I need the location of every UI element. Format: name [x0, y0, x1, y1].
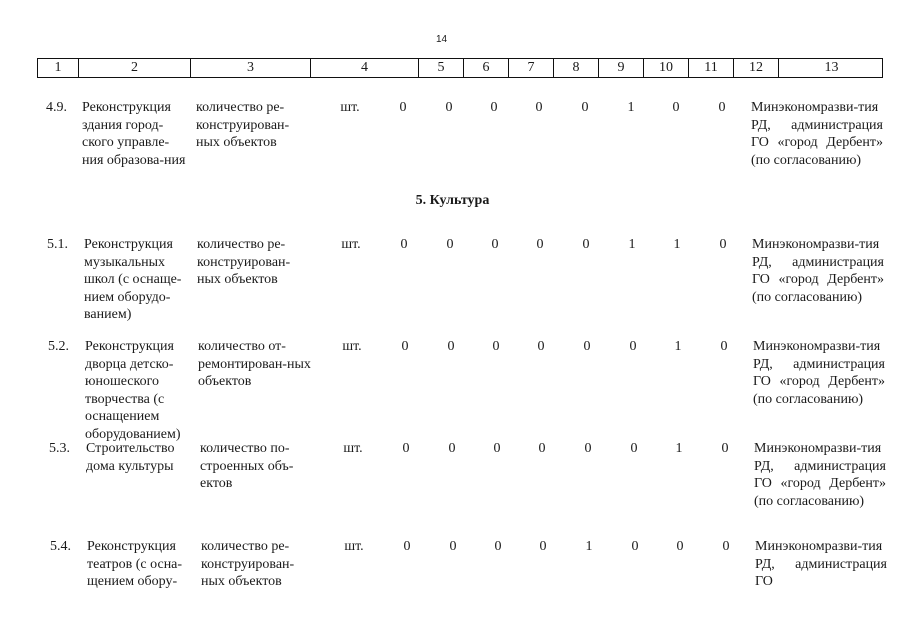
header-col-8: 8 — [553, 59, 598, 77]
row-value: 1 — [675, 441, 683, 456]
row-value: 0 — [722, 539, 730, 554]
row-value: 0 — [630, 441, 638, 456]
section-title: 5. Культура — [415, 193, 490, 208]
row-value: 0 — [493, 441, 501, 456]
row-value: 0 — [720, 339, 728, 354]
row-indicator: количество ре-конструирован-ных объектов — [197, 237, 291, 287]
row-unit: шт. — [344, 539, 364, 554]
row-indicator: количество ре-конструирован-ных объектов — [201, 539, 295, 589]
row-value: 0 — [583, 339, 591, 354]
row-value: 0 — [535, 100, 543, 115]
row-unit: шт. — [341, 237, 361, 252]
row-indicator: количество ре-конструирован-ных объектов — [196, 100, 290, 150]
row-value: 0 — [582, 237, 590, 252]
row-number: 5.1. — [47, 237, 68, 252]
header-col-3: 3 — [190, 59, 310, 77]
row-responsible: Минэкономразви-тия РД, администрация ГО «город Дербент» (по согласованию) — [753, 339, 885, 407]
row-value: 0 — [676, 539, 684, 554]
row-value: 0 — [491, 237, 499, 252]
row-number: 5.4. — [50, 539, 71, 554]
table-header — [37, 58, 883, 78]
row-value: 0 — [719, 237, 727, 252]
row-value: 1 — [673, 237, 681, 252]
header-col-1: 1 — [54, 60, 62, 75]
row-indicator: количество по-строенных объ-ектов — [200, 441, 294, 491]
row-responsible: Минэкономразви-тия РД, администрация ГО — [755, 539, 887, 589]
row-indicator: количество от-ремонтирован-ных объектов — [198, 339, 311, 389]
row-value: 1 — [628, 237, 636, 252]
row-number: 5.3. — [49, 441, 70, 456]
row-value: 0 — [401, 339, 409, 354]
page-number: 14 — [436, 34, 448, 45]
row-value: 0 — [581, 100, 589, 115]
row-value: 0 — [584, 441, 592, 456]
row-value: 0 — [447, 339, 455, 354]
header-col-11: 11 — [688, 59, 733, 77]
row-number: 5.2. — [48, 339, 69, 354]
header-col-10: 10 — [643, 59, 688, 77]
row-value: 0 — [672, 100, 680, 115]
row-unit: шт. — [340, 100, 360, 115]
row-value: 0 — [402, 441, 410, 456]
row-value: 0 — [629, 339, 637, 354]
row-value: 0 — [449, 539, 457, 554]
header-col-4: 4 — [310, 59, 418, 77]
row-value: 0 — [537, 339, 545, 354]
header-col-2: 2 — [78, 59, 190, 77]
row-responsible: Минэкономразви-тия РД, администрация ГО «город Дербент» (по согласованию) — [752, 237, 884, 305]
row-number: 4.9. — [46, 100, 67, 115]
header-col-12: 12 — [733, 59, 778, 77]
row-responsible: Минэкономразви-тия РД, администрация ГО «город Дербент» (по согласованию) — [751, 100, 883, 168]
row-value: 0 — [399, 100, 407, 115]
row-value: 0 — [448, 441, 456, 456]
row-value: 0 — [718, 100, 726, 115]
row-unit: шт. — [343, 441, 363, 456]
row-unit: шт. — [342, 339, 362, 354]
row-value: 0 — [721, 441, 729, 456]
header-col-9: 9 — [598, 59, 643, 77]
row-value: 1 — [585, 539, 593, 554]
row-value: 0 — [536, 237, 544, 252]
row-value: 0 — [400, 237, 408, 252]
row-value: 1 — [627, 100, 635, 115]
row-value: 0 — [403, 539, 411, 554]
header-col-6: 6 — [463, 59, 508, 77]
row-name: Строительство дома культуры — [86, 441, 175, 474]
row-value: 0 — [445, 100, 453, 115]
row-value: 0 — [539, 539, 547, 554]
header-col-7: 7 — [508, 59, 553, 77]
header-col-13: 13 — [778, 59, 884, 77]
row-value: 0 — [490, 100, 498, 115]
row-value: 0 — [494, 539, 502, 554]
row-name: Реконструкция театров (с осна-щением обору- — [87, 539, 183, 589]
row-name: Реконструкция дворца детско-юношеского творчества (с оснащением оборудованием) — [85, 339, 181, 442]
row-value: 0 — [631, 539, 639, 554]
header-col-5: 5 — [418, 59, 463, 77]
row-name: Реконструкция здания город-ского управле-ния образова-ния — [82, 100, 186, 168]
row-value: 0 — [446, 237, 454, 252]
row-value: 0 — [538, 441, 546, 456]
row-responsible: Минэкономразви-тия РД, администрация ГО «город Дербент» (по согласованию) — [754, 441, 886, 509]
row-value: 0 — [492, 339, 500, 354]
row-value: 1 — [674, 339, 682, 354]
row-name: Реконструкция музыкальных школ (с оснаще-нием оборудо-ванием) — [84, 237, 182, 322]
